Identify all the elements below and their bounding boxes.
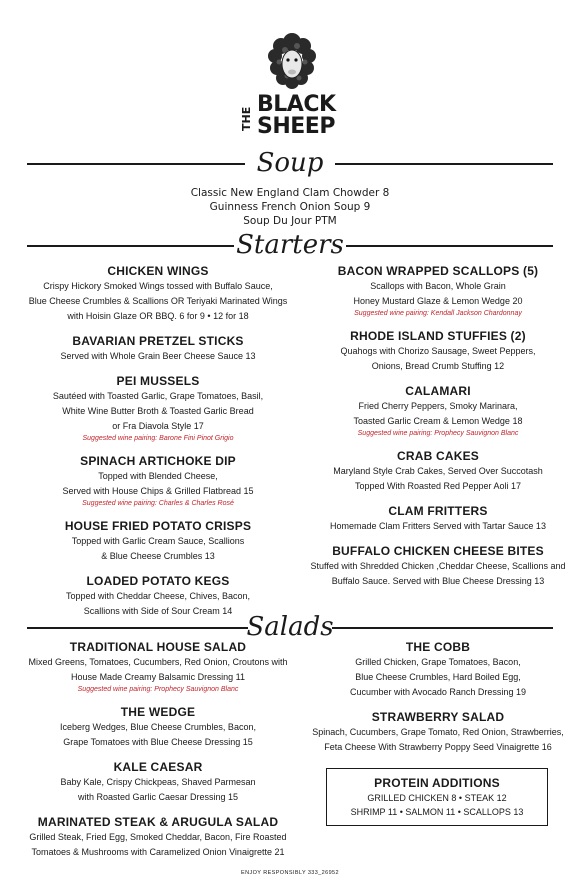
item-desc: House Made Creamy Balsamic Dressing 11	[71, 672, 245, 682]
menu-item	[20, 454, 296, 509]
brand-wordmark	[237, 94, 357, 140]
item-name: CLAM FRITTERS	[388, 504, 488, 518]
item-desc: Served with House Chips & Grilled Flatbread 15	[62, 486, 254, 496]
wine-pairing: Suggested wine pairing: Prophecy Sauvignon Blanc	[77, 686, 239, 693]
section-header-starters	[0, 228, 580, 262]
item-desc: Onions, Bread Crumb Stuffing 12	[371, 361, 505, 371]
starters-right-column	[306, 264, 570, 599]
section-header-soup	[0, 146, 580, 180]
item-name: SPINACH ARTICHOKE DIP	[80, 454, 236, 468]
protein-line: SHRIMP 11 • SALMON 11 • SCALLOPS 13	[350, 807, 524, 817]
protein-additions-box	[326, 768, 548, 826]
menu-item	[306, 640, 570, 700]
brand-word-black: BLACK	[257, 92, 336, 117]
item-name: CALAMARI	[405, 384, 471, 398]
soup-item: Guinness French Onion Soup 9	[209, 201, 371, 213]
menu-item	[20, 760, 296, 805]
item-desc: Grape Tomatoes with Blue Cheese Dressing 15	[63, 737, 253, 747]
item-desc: Topped With Roasted Red Pepper Aoli 17	[354, 481, 522, 491]
item-desc: Spinach, Cucumbers, Grape Tomato, Red Onion, Strawberries,	[312, 727, 564, 737]
item-desc: Mixed Greens, Tomatoes, Cucumbers, Red Onion, Croutons with	[28, 657, 288, 667]
item-desc: Scallops with Bacon, Whole Grain	[370, 281, 506, 291]
item-desc: Topped with Blended Cheese,	[98, 471, 218, 481]
item-desc: Blue Cheese Crumbles, Hard Boiled Egg,	[355, 672, 521, 682]
menu-item	[20, 640, 296, 695]
item-desc: Iceberg Wedges, Blue Cheese Crumbles, Bacon,	[60, 722, 256, 732]
item-desc: Fried Cherry Peppers, Smoky Marinara,	[358, 401, 518, 411]
item-desc: Baby Kale, Crispy Chickpeas, Shaved Parmesan	[60, 777, 256, 787]
menu-item	[20, 334, 296, 364]
item-name: TRADITIONAL HOUSE SALAD	[69, 640, 247, 654]
item-desc: Tomatoes & Mushrooms with Caramelized Onion Vinaigrette 21	[31, 847, 285, 857]
item-desc: Blue Cheese Crumbles & Scallions OR Teriyaki Marinated Wings	[28, 296, 288, 306]
protein-title: PROTEIN ADDITIONS	[374, 776, 500, 790]
item-desc: Grilled Steak, Fried Egg, Smoked Cheddar, Bacon, Fire Roasted	[29, 832, 287, 842]
starters-left-column	[20, 264, 296, 629]
section-title-salads: Salads	[246, 612, 334, 642]
wine-pairing: Suggested wine pairing: Barone Fini Pinot Grigio	[82, 435, 234, 442]
item-name: BUFFALO CHICKEN CHEESE BITES	[332, 544, 544, 558]
salads-left-column	[20, 640, 296, 870]
wine-pairing: Suggested wine pairing: Kendall Jackson Chardonnay	[354, 310, 522, 317]
soup-item: Classic New England Clam Chowder 8	[190, 187, 390, 199]
section-title-starters: Starters	[236, 230, 344, 260]
wine-pairing: Suggested wine pairing: Prophecy Sauvignon Blanc	[357, 430, 519, 437]
item-desc: Sautéed with Toasted Garlic, Grape Tomatoes, Basil,	[52, 391, 264, 401]
item-name: KALE CAESAR	[113, 760, 203, 774]
item-desc: Topped with Cheddar Cheese, Chives, Bacon,	[65, 591, 251, 601]
menu-item	[306, 449, 570, 494]
item-desc: Quahogs with Chorizo Sausage, Sweet Peppers,	[340, 346, 536, 356]
menu-item	[306, 710, 570, 755]
menu-item	[20, 264, 296, 324]
menu-item	[306, 264, 570, 319]
item-name: HOUSE FRIED POTATO CRISPS	[64, 519, 252, 533]
item-desc: Maryland Style Crab Cakes, Served Over Succotash	[333, 466, 543, 476]
item-desc: or Fra Diavola Style 17	[112, 421, 204, 431]
item-name: CRAB CAKES	[396, 449, 479, 463]
item-desc: & Blue Cheese Crumbles 13	[101, 551, 215, 561]
menu-item	[306, 384, 570, 439]
protein-line: GRILLED CHICKEN 8 • STEAK 12	[367, 793, 507, 803]
item-desc: with Hoisin Glaze OR BBQ. 6 for 9 • 12 for 18	[67, 311, 249, 321]
item-desc: Crispy Hickory Smoked Wings tossed with Buffalo Sauce,	[43, 281, 273, 291]
item-desc: Honey Mustard Glaze & Lemon Wedge 20	[353, 296, 523, 306]
item-desc: Grilled Chicken, Grape Tomatoes, Bacon,	[355, 657, 521, 667]
brand-word-sheep: SHEEP	[257, 114, 335, 139]
menu-item	[20, 815, 296, 860]
menu-item	[306, 544, 570, 589]
item-name: MARINATED STEAK & ARUGULA SALAD	[37, 815, 279, 829]
salads-right-column	[306, 640, 570, 765]
footer-note: ENJOY RESPONSIBLY 333_26952	[241, 870, 339, 876]
item-name: RHODE ISLAND STUFFIES (2)	[350, 329, 526, 343]
sheep-head-icon	[263, 32, 321, 90]
soup-list	[0, 186, 580, 228]
item-name: BAVARIAN PRETZEL STICKS	[72, 334, 244, 348]
brand-logo	[0, 32, 580, 140]
item-desc: Cucumber with Avocado Ranch Dressing 19	[350, 687, 526, 697]
item-name: PEI MUSSELS	[116, 374, 200, 388]
section-title-soup: Soup	[256, 148, 324, 178]
item-desc: Feta Cheese With Strawberry Poppy Seed Vinaigrette 16	[324, 742, 552, 752]
item-name: BACON WRAPPED SCALLOPS (5)	[337, 264, 539, 278]
item-name: THE COBB	[405, 640, 471, 654]
menu-item	[306, 329, 570, 374]
menu-item	[20, 705, 296, 750]
menu-item	[20, 519, 296, 564]
item-desc: Served with Whole Grain Beer Cheese Sauce 13	[60, 351, 256, 361]
item-desc: Toasted Garlic Cream & Lemon Wedge 18	[353, 416, 523, 426]
section-header-salads	[0, 610, 580, 644]
wine-pairing: Suggested wine pairing: Charles & Charles Rosé	[82, 500, 234, 507]
menu-item	[306, 504, 570, 534]
item-desc: White Wine Butter Broth & Toasted Garlic Bread	[62, 406, 254, 416]
item-desc: Scallions with Side of Sour Cream 14	[83, 606, 233, 616]
item-desc: Buffalo Sauce. Served with Blue Cheese Dressing 13	[331, 576, 545, 586]
item-desc: with Roasted Garlic Caesar Dressing 15	[77, 792, 239, 802]
brand-the: THE	[240, 106, 253, 132]
item-desc: Homemade Clam Fritters Served with Tartar Sauce 13	[330, 521, 546, 531]
item-name: STRAWBERRY SALAD	[371, 710, 505, 724]
item-name: CHICKEN WINGS	[107, 264, 209, 278]
soup-item: Soup Du Jour PTM	[243, 215, 337, 227]
item-desc: Topped with Garlic Cream Sauce, Scallions	[71, 536, 245, 546]
item-desc: Stuffed with Shredded Chicken ,Cheddar Cheese, Scallions and	[310, 561, 566, 571]
menu-item	[20, 374, 296, 444]
item-name: LOADED POTATO KEGS	[86, 574, 230, 588]
item-name: THE WEDGE	[120, 705, 196, 719]
